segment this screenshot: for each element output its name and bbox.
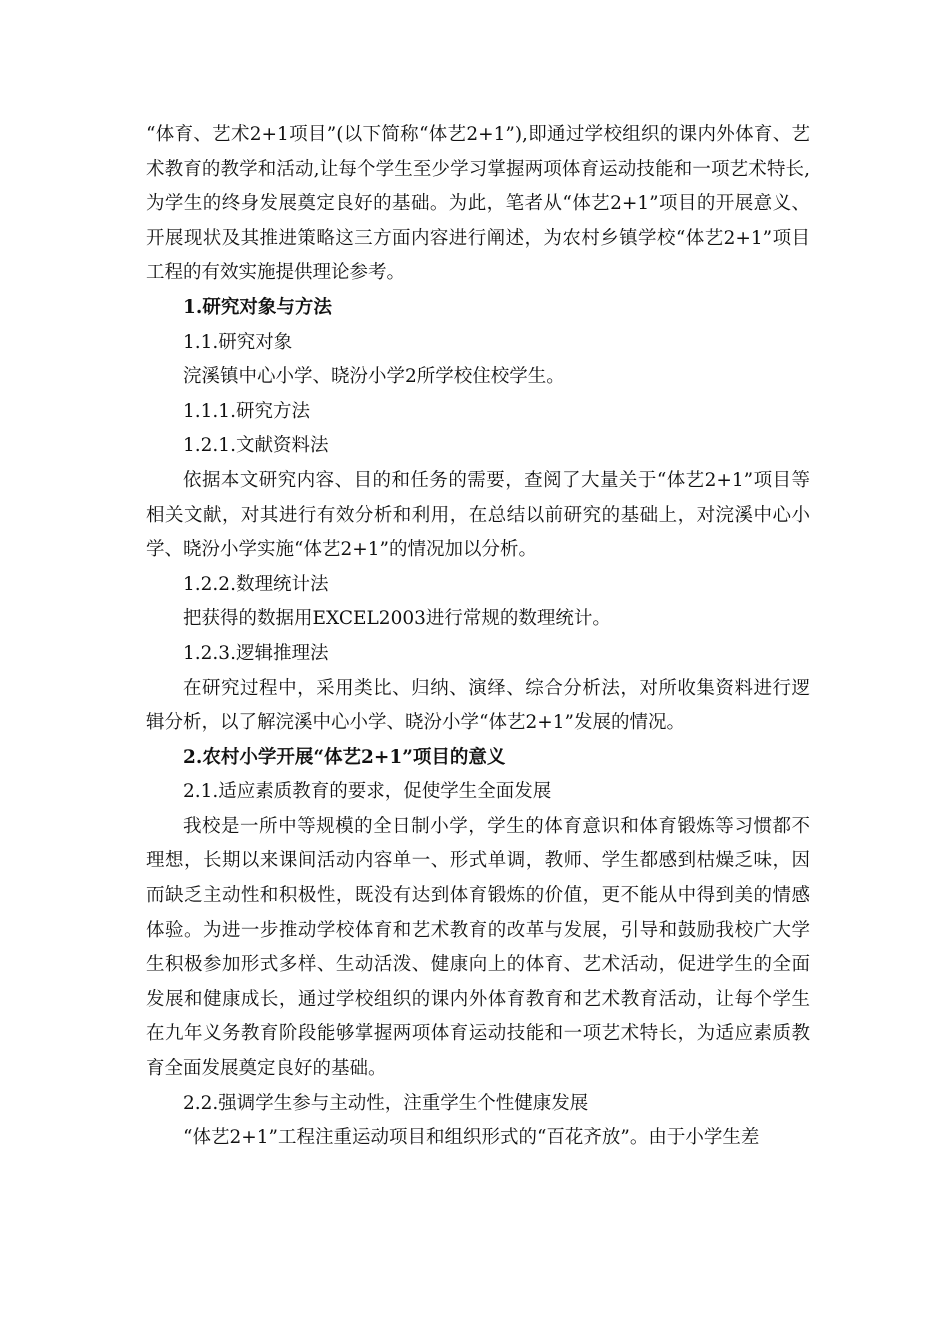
subsection-heading-1-2-1: 1.2.1.文献资料法 bbox=[183, 435, 329, 457]
paragraph-quality-education: 我校是一所中等规模的全日制小学，学生的体育意识和体育锻炼等习惯都不理想，长期以来课间活动内容单一、形式单调，教师、学生都感到枯燥乏味，因而缺乏主动性和积极性，既没有达到体育锻炼的价值，更不能从中得到美的情感体验。为进一步推动学校体育和艺术教育的改革与发展，引导和鼓励我校广大学生积极参加形式多样、生动活泼、健康向上的体育、艺术活动，促进学生的全面发展和健康成长，通过学校组织的课内外体育教育和艺术教育活动，让每个学生在九年义务教育阶段能够掌握两项体育运动技能和一项艺术特长，为适应素质教育全面发展奠定良好的基础。 bbox=[146, 815, 810, 1080]
paragraph-logic-method: 在研究过程中，采用类比、归纳、演绎、综合分析法，对所收集资料进行逻辑分析，以了解浣溪中心小学、晓汾小学“体艺2+1”发展的情况。 bbox=[146, 677, 810, 734]
paragraph-participation: “体艺2+1”工程注重运动项目和组织形式的“百花齐放”。由于小学生差 bbox=[183, 1127, 760, 1149]
paragraph-statistics-method: 把获得的数据用EXCEL2003进行常规的数理统计。 bbox=[183, 608, 611, 630]
subsection-heading-1-1-1: 1.1.1.研究方法 bbox=[183, 400, 310, 422]
section-heading-1: 1.研究对象与方法 bbox=[183, 296, 332, 318]
paragraph-research-subjects: 浣溪镇中心小学、晓汾小学2所学校住校学生。 bbox=[183, 366, 565, 388]
section-heading-2: 2.农村小学开展“体艺2+1”项目的意义 bbox=[183, 746, 506, 768]
subsection-heading-1-2-3: 1.2.3.逻辑推理法 bbox=[183, 642, 329, 664]
paragraph-literature-method: 依据本文研究内容、目的和任务的需要，查阅了大量关于“体艺2+1”项目等相关文献，对其进行有效分析和利用，在总结以前研究的基础上，对浣溪中心小学、晓汾小学实施“体艺2+1”的情况加以分析。 bbox=[146, 469, 810, 561]
subsection-heading-1-1: 1.1.研究对象 bbox=[183, 331, 293, 353]
subsection-heading-2-1: 2.1.适应素质教育的要求，促使学生全面发展 bbox=[183, 781, 552, 803]
document-page bbox=[146, 118, 810, 1156]
paragraph-intro: “体育、艺术2+1项目”(以下简称“体艺2+1”),即通过学校组织的课内外体育、艺术教育的教学和活动,让每个学生至少学习掌握两项体育运动技能和一项艺术特长,为学生的终身发展奠定良好的基础。为此，笔者从“体艺2+1”项目的开展意义、开展现状及其推进策略这三方面内容进行阐述，为农村乡镇学校“体艺2+1”项目工程的有效实施提供理论参考。 bbox=[146, 124, 810, 284]
subsection-heading-2-2: 2.2.强调学生参与主动性，注重学生个性健康发展 bbox=[183, 1092, 589, 1114]
subsection-heading-1-2-2: 1.2.2.数理统计法 bbox=[183, 573, 329, 595]
